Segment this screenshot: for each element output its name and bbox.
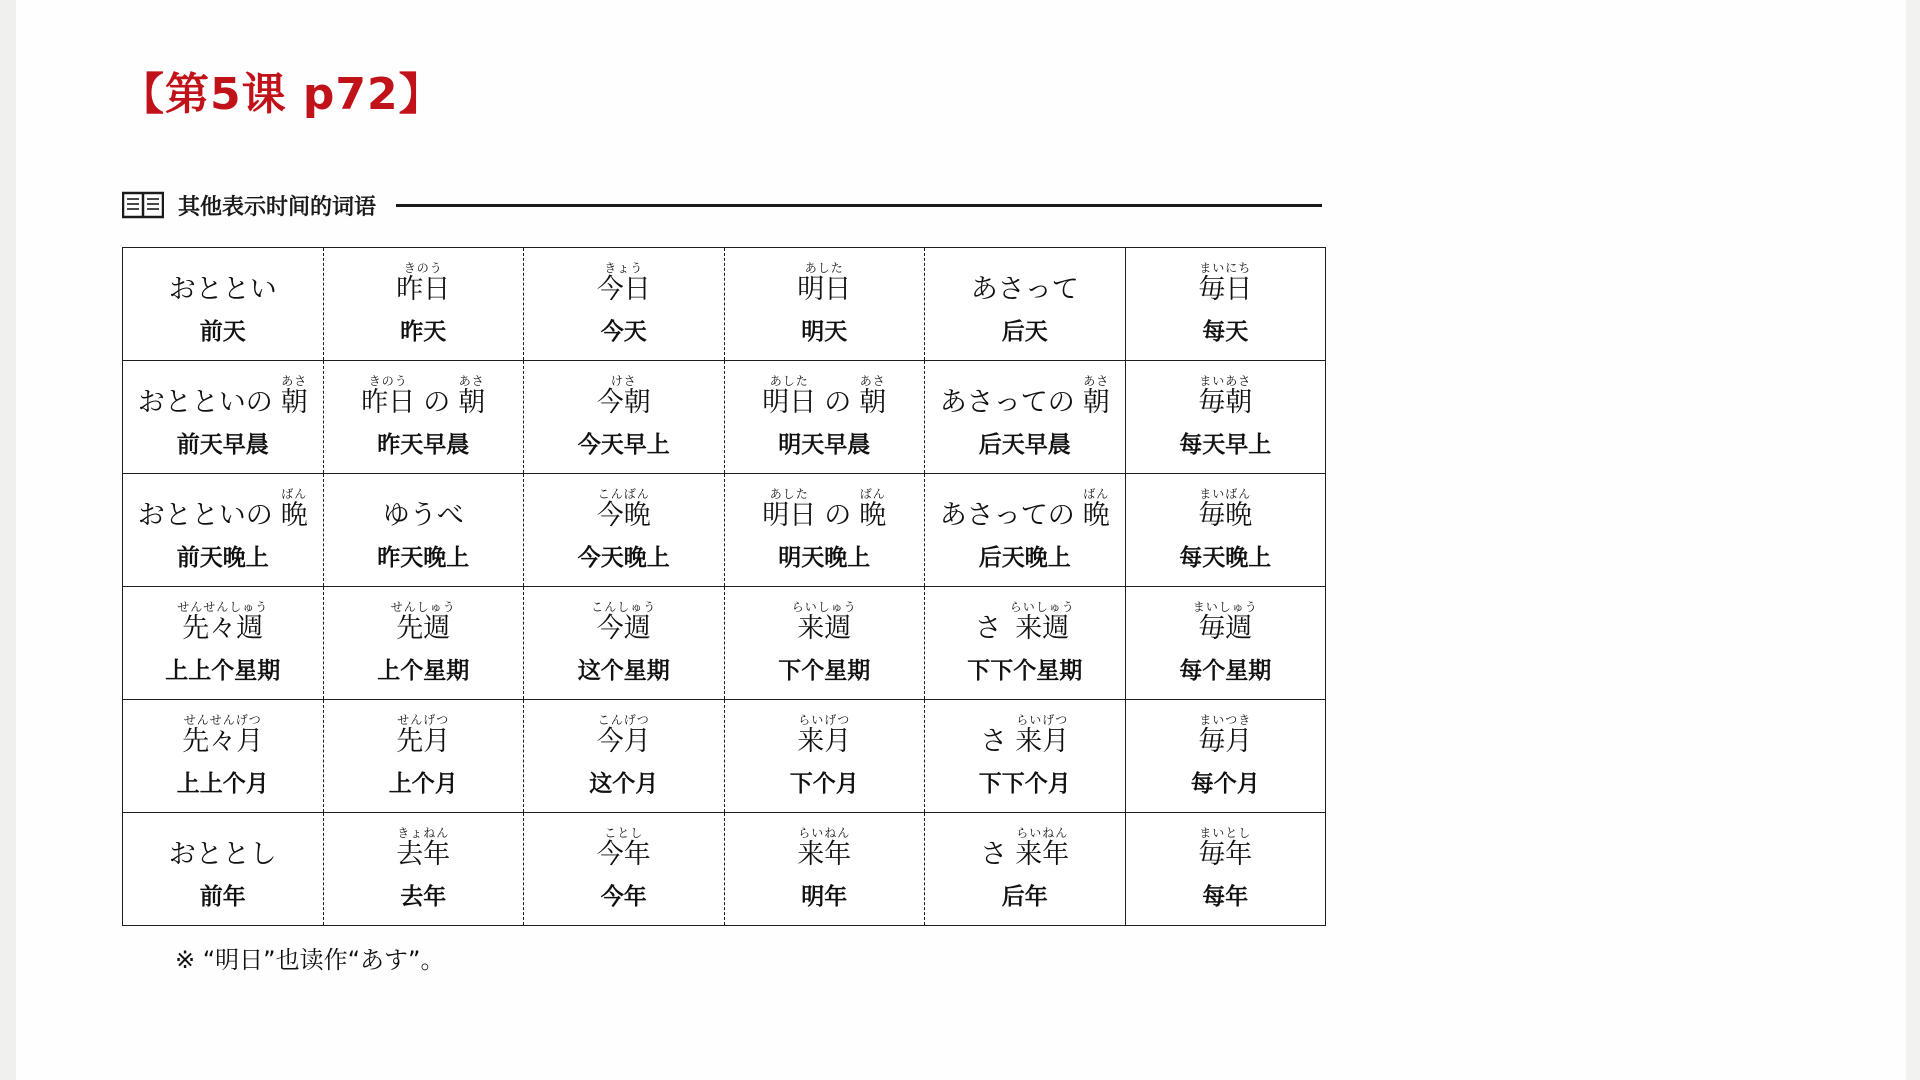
- ruby-group: [797, 827, 851, 870]
- base-text: 毎週: [1198, 612, 1253, 644]
- chinese-gloss: 每个星期: [1179, 658, 1272, 685]
- furigana: あした: [769, 486, 809, 501]
- furigana: ばん: [281, 486, 308, 501]
- table-cell: [123, 361, 324, 474]
- section-divider: [396, 204, 1322, 207]
- base-text: 去年: [396, 838, 451, 870]
- chinese-gloss: 今天早上: [577, 432, 670, 459]
- ruby-group: [396, 262, 450, 305]
- ruby-group: [361, 375, 415, 418]
- japanese-term: [383, 488, 464, 530]
- base-text: おととし: [168, 838, 277, 870]
- ruby-group: [1193, 601, 1258, 644]
- base-text: 今週: [596, 612, 651, 644]
- base-text: 来週: [797, 612, 852, 644]
- ruby-group: [1015, 827, 1069, 870]
- japanese-term: [762, 375, 886, 418]
- cell-content: [526, 375, 722, 460]
- table-cell: [1125, 361, 1326, 474]
- base-text: 今月: [596, 725, 651, 757]
- ruby-group: [281, 375, 308, 418]
- cell-content: [125, 375, 321, 460]
- furigana: ことし: [604, 825, 644, 840]
- furigana: まいしゅう: [1192, 599, 1258, 614]
- time-words-table-wrapper: [122, 247, 1326, 926]
- chinese-gloss: 每天: [1202, 319, 1249, 346]
- chinese-gloss: 后年: [1001, 884, 1048, 911]
- chinese-gloss: 前年: [199, 884, 246, 911]
- furigana: せんせんしゅう: [177, 599, 269, 614]
- furigana: あした: [804, 260, 844, 275]
- table-cell: [925, 700, 1126, 813]
- table-cell: [1125, 248, 1326, 361]
- cell-content: [125, 262, 321, 346]
- table-cell: [524, 248, 725, 361]
- japanese-term: [1198, 488, 1252, 531]
- cell-content: [526, 601, 722, 686]
- furigana: こんげつ: [597, 712, 650, 727]
- cell-content: [326, 827, 522, 912]
- furigana: こんしゅう: [591, 599, 657, 614]
- table-row: [123, 361, 1326, 474]
- chinese-gloss: 下下个月: [978, 771, 1071, 798]
- cell-content: [125, 714, 321, 799]
- table-cell: [123, 248, 324, 361]
- table-row: [123, 700, 1326, 813]
- table-cell: [1125, 700, 1326, 813]
- furigana: まいにち: [1199, 260, 1252, 275]
- table-cell: [724, 474, 925, 587]
- cell-content: [526, 262, 722, 347]
- japanese-term: [396, 827, 450, 870]
- table-cell: [323, 587, 524, 700]
- base-text: 来週: [1015, 612, 1070, 644]
- chinese-gloss: 每天早上: [1179, 432, 1272, 459]
- footnote: ※ “明日”也读作“あす”。: [175, 946, 445, 974]
- table-cell: [323, 700, 524, 813]
- table-cell: [524, 474, 725, 587]
- base-text: 晩: [859, 499, 887, 531]
- table-cell: [925, 587, 1126, 700]
- japanese-term: [940, 375, 1110, 418]
- table-cell: [1125, 587, 1326, 700]
- furigana: らいねん: [1016, 825, 1069, 840]
- table-cell: [524, 813, 725, 926]
- japanese-term: [597, 488, 651, 531]
- furigana: らいしゅう: [791, 599, 857, 614]
- japanese-term: [361, 375, 485, 418]
- table-cell: [123, 700, 324, 813]
- japanese-term: [597, 262, 651, 305]
- table-cell: [1125, 474, 1326, 587]
- cell-content: [326, 714, 522, 799]
- japanese-term: [597, 375, 651, 418]
- base-text: あさって: [970, 273, 1079, 305]
- base-text: 明日: [797, 273, 852, 305]
- cell-content: [326, 262, 522, 347]
- chinese-gloss: 每天晚上: [1179, 545, 1272, 572]
- cell-content: [1128, 714, 1324, 799]
- furigana: まいつき: [1199, 712, 1252, 727]
- cell-content: [727, 375, 923, 460]
- japanese-term: [797, 714, 851, 757]
- ruby-group: [1083, 488, 1110, 531]
- base-text: あさっての: [939, 499, 1075, 531]
- chinese-gloss: 每年: [1202, 884, 1249, 911]
- chinese-gloss: 明天: [801, 319, 848, 346]
- base-text: 朝: [458, 386, 486, 418]
- ruby-group: [1198, 262, 1252, 305]
- base-text: おとといの: [137, 499, 273, 531]
- chinese-gloss: 上上个星期: [165, 658, 281, 685]
- base-text: 朝: [280, 386, 308, 418]
- japanese-term: [591, 601, 656, 644]
- furigana: きのう: [368, 373, 408, 388]
- table-cell: [123, 587, 324, 700]
- base-text: 昨日: [361, 386, 416, 418]
- japanese-term: [1198, 375, 1252, 418]
- chinese-gloss: 这个月: [589, 771, 659, 798]
- base-text: の: [824, 499, 852, 531]
- furigana: きょう: [604, 260, 644, 275]
- cell-content: [927, 601, 1123, 686]
- ruby-group: [458, 375, 485, 418]
- furigana: けさ: [610, 373, 637, 388]
- base-text: 今朝: [596, 386, 651, 418]
- table-cell: [1125, 813, 1326, 926]
- time-words-table: [122, 247, 1326, 926]
- page-title: 【第5课 p72】: [120, 69, 444, 120]
- chinese-gloss: 今天: [600, 319, 647, 346]
- table-cell: [524, 700, 725, 813]
- ruby-group: [396, 827, 450, 870]
- base-text: あさっての: [939, 386, 1075, 418]
- base-text: 昨日: [396, 273, 451, 305]
- furigana: まいあさ: [1199, 373, 1252, 388]
- furigana: らいげつ: [1016, 712, 1069, 727]
- japanese-term: [169, 262, 277, 304]
- japanese-term: [597, 714, 651, 757]
- table-row: [123, 587, 1326, 700]
- furigana: こんばん: [597, 486, 650, 501]
- ruby-group: [792, 601, 857, 644]
- chinese-gloss: 每个月: [1190, 771, 1260, 798]
- cell-content: [727, 488, 923, 573]
- cell-content: [1128, 488, 1324, 573]
- base-text: ゆうべ: [382, 499, 464, 531]
- cell-content: [125, 488, 321, 573]
- furigana: まいばん: [1199, 486, 1252, 501]
- ruby-group: [859, 488, 886, 531]
- japanese-term: [138, 488, 308, 531]
- furigana: ばん: [859, 486, 886, 501]
- furigana: らいげつ: [798, 712, 851, 727]
- japanese-term: [396, 262, 450, 305]
- furigana: あさ: [458, 373, 485, 388]
- furigana: せんせんげつ: [183, 712, 262, 727]
- base-text: 来年: [797, 838, 852, 870]
- cell-content: [326, 488, 522, 572]
- base-text: 先月: [396, 725, 451, 757]
- chinese-gloss: 明年: [801, 884, 848, 911]
- ruby-group: [177, 601, 268, 644]
- table-cell: [323, 474, 524, 587]
- base-text: 来月: [1015, 725, 1070, 757]
- base-text: 先々月: [182, 725, 264, 757]
- japanese-term: [138, 375, 308, 418]
- base-text: 晩: [1082, 499, 1110, 531]
- base-text: おとといの: [137, 386, 273, 418]
- furigana: せんげつ: [397, 712, 450, 727]
- japanese-term: [792, 601, 857, 644]
- chinese-gloss: 上上个月: [176, 771, 269, 798]
- ruby-group: [1015, 714, 1069, 757]
- base-text: 朝: [859, 386, 887, 418]
- chinese-gloss: 前天: [199, 319, 246, 346]
- base-text: 朝: [1082, 386, 1110, 418]
- ruby-group: [182, 714, 263, 757]
- japanese-term: [975, 601, 1075, 644]
- cell-content: [927, 714, 1123, 799]
- base-text: おととい: [168, 273, 277, 305]
- cell-content: [727, 601, 923, 686]
- table-cell: [724, 248, 925, 361]
- chinese-gloss: 下下个星期: [967, 658, 1083, 685]
- ruby-group: [597, 262, 651, 305]
- chinese-gloss: 昨天早晨: [377, 432, 470, 459]
- ruby-group: [1010, 601, 1075, 644]
- japanese-term: [971, 262, 1079, 304]
- ruby-group: [1083, 375, 1110, 418]
- chinese-gloss: 下个星期: [778, 658, 871, 685]
- base-text: 明日: [762, 499, 817, 531]
- cell-content: [1128, 375, 1324, 460]
- ruby-group: [797, 262, 851, 305]
- base-text: 毎年: [1198, 838, 1253, 870]
- furigana: ばん: [1083, 486, 1110, 501]
- ruby-group: [591, 601, 656, 644]
- table-row: [123, 813, 1326, 926]
- cell-content: [727, 827, 923, 912]
- table-row: [123, 248, 1326, 361]
- ruby-group: [1198, 488, 1252, 531]
- section-title: 其他表示时间的词语: [178, 194, 377, 220]
- cell-content: [526, 714, 722, 799]
- base-text: 毎日: [1198, 273, 1253, 305]
- cell-content: [927, 827, 1123, 912]
- base-text: 先週: [396, 612, 451, 644]
- cell-content: [927, 488, 1123, 573]
- furigana: あさ: [281, 373, 308, 388]
- ruby-group: [597, 375, 651, 418]
- chinese-gloss: 去年: [400, 884, 447, 911]
- base-text: の: [423, 386, 451, 418]
- base-text: さ: [974, 612, 1002, 644]
- cell-content: [526, 827, 722, 912]
- ruby-group: [1198, 375, 1252, 418]
- chinese-gloss: 上个星期: [377, 658, 470, 685]
- japanese-term: [182, 714, 263, 757]
- japanese-term: [177, 601, 268, 644]
- ruby-group: [797, 714, 851, 757]
- japanese-term: [1198, 714, 1252, 757]
- table-body: [123, 248, 1326, 926]
- chinese-gloss: 今天晚上: [577, 545, 670, 572]
- chinese-gloss: 后天: [1001, 319, 1048, 346]
- cell-content: [1128, 827, 1324, 912]
- ruby-group: [762, 488, 816, 531]
- chinese-gloss: 这个星期: [577, 658, 670, 685]
- japanese-term: [797, 827, 851, 870]
- ruby-group: [396, 714, 450, 757]
- cell-content: [927, 262, 1123, 346]
- chinese-gloss: 昨天晚上: [377, 545, 470, 572]
- base-text: 先々週: [182, 612, 264, 644]
- base-text: さ: [980, 838, 1008, 870]
- japanese-term: [1198, 827, 1252, 870]
- ruby-group: [1198, 827, 1252, 870]
- chinese-gloss: 后天晚上: [978, 545, 1071, 572]
- base-text: 来年: [1015, 838, 1070, 870]
- ruby-group: [281, 488, 308, 531]
- ruby-group: [391, 601, 456, 644]
- cell-content: [727, 714, 923, 799]
- cell-content: [1128, 262, 1324, 347]
- chinese-gloss: 前天晚上: [176, 545, 269, 572]
- chinese-gloss: 昨天: [400, 319, 447, 346]
- japanese-term: [940, 488, 1110, 531]
- japanese-term: [762, 488, 886, 531]
- table-cell: [724, 813, 925, 926]
- table-cell: [925, 813, 1126, 926]
- table-cell: [323, 361, 524, 474]
- furigana: きのう: [403, 260, 443, 275]
- table-cell: [323, 813, 524, 926]
- japanese-term: [597, 827, 651, 870]
- base-text: 今日: [596, 273, 651, 305]
- cell-content: [727, 262, 923, 347]
- ruby-group: [597, 488, 651, 531]
- cell-content: [326, 601, 522, 686]
- japanese-term: [169, 827, 277, 869]
- ruby-group: [859, 375, 886, 418]
- furigana: あさ: [1083, 373, 1110, 388]
- section-header: [122, 188, 1322, 222]
- table-cell: [123, 813, 324, 926]
- japanese-term: [391, 601, 456, 644]
- japanese-term: [980, 714, 1069, 757]
- base-text: 毎朝: [1198, 386, 1253, 418]
- cell-content: [125, 601, 321, 686]
- furigana: らいねん: [798, 825, 851, 840]
- table-cell: [925, 474, 1126, 587]
- cell-content: [526, 488, 722, 573]
- furigana: あした: [769, 373, 809, 388]
- base-text: さ: [980, 725, 1008, 757]
- cell-content: [125, 827, 321, 911]
- cell-content: [927, 375, 1123, 460]
- table-cell: [724, 361, 925, 474]
- base-text: 毎晩: [1198, 499, 1253, 531]
- table-cell: [724, 587, 925, 700]
- chinese-gloss: 明天早晨: [778, 432, 871, 459]
- furigana: せんしゅう: [390, 599, 456, 614]
- japanese-term: [396, 714, 450, 757]
- ruby-group: [597, 714, 651, 757]
- japanese-term: [1198, 262, 1252, 305]
- open-book-icon: [122, 190, 164, 220]
- table-cell: [323, 248, 524, 361]
- base-text: 来月: [797, 725, 852, 757]
- ruby-group: [762, 375, 816, 418]
- table-cell: [524, 587, 725, 700]
- cell-content: [326, 375, 522, 460]
- table-cell: [925, 361, 1126, 474]
- furigana: まいとし: [1199, 825, 1252, 840]
- table-cell: [925, 248, 1126, 361]
- table-row: [123, 474, 1326, 587]
- chinese-gloss: 前天早晨: [176, 432, 269, 459]
- base-text: 晩: [280, 499, 308, 531]
- furigana: あさ: [859, 373, 886, 388]
- japanese-term: [797, 262, 851, 305]
- furigana: きょねん: [397, 825, 450, 840]
- base-text: の: [824, 386, 852, 418]
- furigana: らいしゅう: [1009, 599, 1075, 614]
- base-text: 今年: [596, 838, 651, 870]
- japanese-term: [980, 827, 1069, 870]
- japanese-term: [1193, 601, 1258, 644]
- base-text: 明日: [762, 386, 817, 418]
- chinese-gloss: 明天晚上: [778, 545, 871, 572]
- table-cell: [724, 700, 925, 813]
- chinese-gloss: 后天早晨: [978, 432, 1071, 459]
- table-cell: [524, 361, 725, 474]
- base-text: 毎月: [1198, 725, 1253, 757]
- table-cell: [123, 474, 324, 587]
- chinese-gloss: 今年: [600, 884, 647, 911]
- base-text: 今晩: [596, 499, 651, 531]
- ruby-group: [597, 827, 651, 870]
- chinese-gloss: 上个月: [388, 771, 458, 798]
- chinese-gloss: 下个月: [789, 771, 859, 798]
- ruby-group: [1198, 714, 1252, 757]
- cell-content: [1128, 601, 1324, 686]
